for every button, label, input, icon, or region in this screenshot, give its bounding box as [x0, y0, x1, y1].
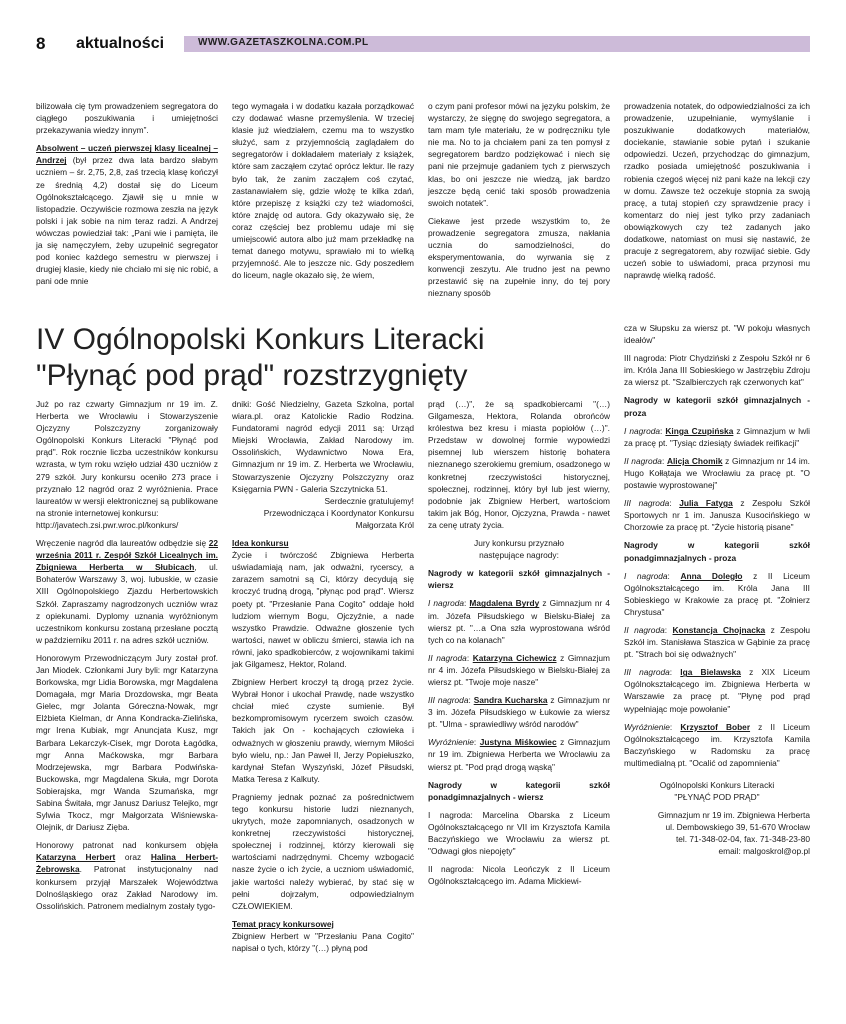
patron-name: Katarzyna Herbert — [36, 852, 116, 863]
laureate-name: Iga Bielawska — [680, 667, 741, 678]
award-label: II nagroda — [624, 624, 665, 635]
laureate-name: Anna Doległo — [680, 570, 743, 581]
category-heading: Nagrody w kategorii szkół gimnazjalnych - proza — [624, 395, 810, 418]
article-title-line-2: "Płynąć pod prąd" rozstrzygnięty — [36, 359, 468, 392]
paragraph: Honorowym Przewodniczącym Jury został prof. Jan Miodek. Członkami Jury byli: mgr Katarzyna Borkowska, mgr Lidia Borowska, mgr Magdalena Domagała, mgr Maria Drozdowska, mgr Beata Gielec, mgr Jolanta Góreczna-Nowak, mgr Elżbieta Kielman, dr Anna Kondracka-Zielińska, mgr Irena Kubiak, mgr Anuncjata Kusz, mgr Barbara Lekarczyk-Cisek, mgr Dorota Łagódka, mgr Anna Maćkowska, mgr Barbara Modrzejewska, mgr Barbara Podwińska-Buckowska, mgr Magdalena Skuła, mgr Dorota Sobierajska, mgr Wanda Szumańska, mgr Sabina Świtała, mgr Janusz Dariusz Telejko, mgr Sylwia Tkocz, mgr Małgorzata Wiśniewska-Olejnik, dr Dariusz Zięba. — [36, 652, 218, 833]
website-url[interactable]: WWW.GAZETASZKOLNA.COM.PL — [198, 37, 369, 48]
page-header — [0, 0, 846, 70]
award-entry: I nagroda: Kinga Czupińska z Gimnazjum w Iwli za pracę pt. "Tysiąc dziesiąty świadek reifikacji" — [624, 425, 810, 448]
paragraph: tego wymagała i w dodatku kazała porządkować czy dodawać własne przemyślenia. W trzeciej klasie już wiedziałem, czemu ma to wszystko służyć, sam z przyjemnością zaglądałem do segregatorów i dokładałem materiały z książek, które sam zacząłem czytać oprócz lektur. Ile razy było tak, że zanim zacząłem coś czytać, zastanawiałem się, gdzie włożę te kilka zdań, które przepiszę z książki czy też wiadomości, które znajdę od autora. Gdy okazywało się, że coraz częściej bez problemu udaje mi się umiejscowić autora albo już mam przekładkę na temat danego motywu, sprawiało mi to wielką przyjemność. Ale to jeszcze nic. Gdy poszedłem do liceum, nagle okazało się, że wiem, — [232, 101, 414, 281]
award-text: z II Liceum Ogólnokształcącego im. Krzysztofa Kamila Baczyńskiego w Radomsku za pracę multimedialną pt. "Ocalić od zapomnienia" — [624, 721, 810, 768]
main-article-column-2 — [232, 398, 414, 960]
award-text: z Gimnazjum nr 4 im. Józefa Piłsudskiego w Bielsku-Białej za wiersz pt. "Twoje moje nasze" — [428, 652, 611, 687]
award-entry: III nagroda: Julia Fatyga z Zespołu Szkół Sportowych nr 1 im. Janusza Kusocińskiego w Chorzowie za pracę pt. "Życie historią pisane" — [624, 498, 810, 533]
paragraph: o czym pani profesor mówi na języku polskim, że wystarczy, że sięgnę do swojego segregatora, a tam mam tyle materiału, że w podręczniku tyle nie ma. No to ja chciałem pani za ten pomysł z segregatorem bardzo podziękować i niech się pani nie przejmuje gadaniem tych z pierwszych klas, bo oni jeszcze nie wiedzą, jak bardzo jeszcze będą cenić taki sposób prowadzenia swoich notatek”. — [428, 101, 610, 208]
top-article-column-4 — [624, 100, 810, 287]
paragraph: Ciekawe jest przede wszystkim to, że prowadzenie segregatora zmusza, nakłania ucznia do samodzielności, do eksperymentowania, do wyrwania się z konwencji zeszytu. Ale trudno jest na pewno przestawić się na zupełnie inny, do tej pory nieznany sposób — [428, 215, 610, 299]
main-article-column-4 — [624, 322, 810, 858]
article-title — [36, 322, 610, 394]
award-entry: I nagroda: Anna Doległo z II Liceum Ogólnokształcącego im. Króla Jana III Sobieskiego w Krakowie za pracę pt. "Żołnierz Chrystusa" — [624, 570, 810, 617]
laureate-name: Kinga Czupińska — [665, 425, 734, 436]
laureate-name: Konstancja Chojnacka — [672, 624, 766, 635]
award-label: Wyróżnienie — [428, 737, 474, 748]
paragraph-text: Wręczenie nagród dla laureatów odbędzie się — [36, 538, 209, 549]
paragraph: prowadzenia notatek, do odpowiedzialności za ich prowadzenie, uzupełnianie, wymyślanie i poszukiwanie dodatkowych materiałów, dociekanie, stawianie sobie pytań i szukanie odpowiedzi. Uczeń, przychodząc do gimnazjum, rzadko posiada umiejętność poszukiwania i robienia czegoś więcej niż pani każe na lekcji czy w domu. Zawsze też oczekuje stopnia za swoją pracę, a tutaj stopień czy sprawdzenie pracy i komentarz do niej jest tylko przy zadaniach obowiązkowych czy też zadanych jako dodatkowe, natomiast on musi się nastawić, że pracuje z segregatorem, aby rozwijać siebie. Gdy uczeń sobie to uświadomi, praca przynosi mu naprawdę wielką radość. — [624, 101, 810, 281]
laureate-name: Krzysztof Bober — [680, 721, 751, 732]
thanks-line: Serdecznie gratulujemy! — [324, 495, 414, 506]
award-entry: III nagroda: Iga Bielawska z XIX Liceum Ogólnokształcącego im. Zbigniewa Herberta w Warszawie za pracę pt. "Płynę pod prąd wypełniając moje powołanie" — [624, 667, 810, 714]
section-heading: Temat pracy konkursowej — [232, 918, 334, 929]
main-article-column-1 — [36, 398, 218, 918]
award-entry: II nagroda: Konstancja Chojnacka z Zespołu Szkół im. Stanisława Staszica w Gąbinie za pracę pt. "Strach boi się odważnych" — [624, 624, 810, 660]
paragraph — [36, 537, 218, 646]
contest-link[interactable]: http://javatech.zsi.pwr.wroc.pl/konkurs/ — [36, 519, 179, 530]
contact-email[interactable]: email: malgoskrol@op.pl — [718, 846, 810, 857]
award-entry: II nagroda: Alicja Chomik z Gimnazjum nr 14 im. Hugo Kołłątaja we Wrocławiu za pracę pt. "O postawie wyprostowanej" — [624, 455, 811, 491]
paragraph: Już po raz czwarty Gimnazjum nr 19 im. Z. Herberta we Wrocławiu i Stowarzyszenie Ojczyzny Polszczyzny zorganizowały Ogólnopolski Konkurs Literacki "Płynąć pod prąd". Rok rocznie liczba uczestników konkursu wzrasta, w tym roku wzięło udział 430 uczniów z 279 szkół. Jury konkursu oceniło 273 prace i przyznało 12 nagród oraz 2 wyróżnienia. Prace laureatów w wersji elektronicznej są publikowane na stronie internetowej konkursu: — [36, 399, 218, 518]
award-entry: II nagroda: Nicola Leończyk z II Liceum Ogólnokształcącego im. Adama Mickiewi- — [428, 864, 610, 887]
award-text: z XIX Liceum Ogólnokształcącego im. Zbigniewa Herberta w Warszawie za pracę pt. "Płynę pod prąd wypełniając moje powołanie" — [624, 667, 810, 714]
top-article-column-3 — [428, 100, 610, 306]
paragraph-text: oraz — [115, 852, 151, 863]
paragraph-text: , ul. Bohaterów Warszawy 3, woj. lubuskie, w czasie XIII Ogólnopolskiego Zjazdu Herbertowskich Szkół. Zapraszamy nagrodzonych uczniów wraz z opiekunami. Dyplomy uznania wyróżnionym uczestnikom konkursu zostaną przesłane pocztą w październiku 2011 r. na adres szkół uczniów. — [36, 562, 218, 645]
patron-name: Halina Herbert-Żebrowska — [36, 852, 218, 875]
paragraph: prąd (…)", że są spadkobiercami "(…) Gilgamesza, Hektora, Rolanda obrońców królestwa bez kresu i miasta popiołów (…)". Przedstaw w dowolnej formie wypowiedzi pisemnej lub wierszem historię bohatera nieznanego szerokiemu gremium, osadzonego w konkretnej rzeczywistości historycznej, społecznej, rodzinnej, który był lub jest wierny, podobnie jak Zbigniew Herbert, wartościom takim jak Bóg, Honor, Ojczyzna, Prawda - nawet za cenę utraty życia. — [428, 399, 610, 530]
paragraph-text: (był przez dwa lata bardzo słabym uczniem – śr. 2,75, 2,8, zaś trzecią klasę kończył ze średnią 4,2) dostał się do Liceum Ogólnokształcącego. Zjawił się u mnie w listopadzie. Oczywiście rozmowa zeszła na język polski i jak sobie na nim teraz radzi. A Andrzej wówczas powiedział tak: „Pani wie i pamięta, ile ja się namęczyłem, żeby uzupełnić segregator pod koniec każdego semestru w pierwszej i drugiej klasie, kiedy nie chciało mi się nic robić, a pani ode mnie — [36, 155, 218, 287]
article-title-line-1: IV Ogólnopolski Konkurs Literacki — [36, 323, 485, 356]
award-label: I nagroda — [624, 425, 660, 436]
contact-org: "PŁYNĄĆ POD PRĄD" — [674, 792, 760, 803]
contact-address: ul. Dembowskiego 39, 51-670 Wrocław — [665, 822, 810, 833]
award-label: Wyróżnienie — [624, 721, 670, 732]
laureate-name: Katarzyna Cichewicz — [472, 652, 557, 663]
award-label: II nagroda — [428, 652, 467, 663]
signature-name: Małgorzata Król — [355, 519, 414, 530]
contact-org: Ogólnopolski Konkurs Literacki — [659, 780, 775, 790]
section-heading: Idea konkursu — [232, 538, 289, 549]
section-name: aktualności — [76, 35, 165, 52]
award-label: III nagroda — [624, 498, 670, 509]
paragraph: dniki: Gość Niedzielny, Gazeta Szkolna, portal wiara.pl. oraz Katolickie Radio Rodzina. Fundatorami nagród edycji 2011 są: Urząd Miejski Wrocławia, Zakład Narodowy im. Ossolińskich, Wydawnictwo Nowa Era, Gimnazjum nr 19 im. Z. Herberta we Wrocławiu, Stowarzyszenie Ojczyzny Polszczyzny oraz Księgarnia PWN - Galeria Szczytnicka 51. — [232, 399, 414, 494]
awards-heading: następujące nagrody: — [479, 550, 559, 561]
paragraph-text: . Patronat instytucjonalny nad konkursem przyjął Marszałek Województwa Dolnośląskiego oraz Zakład Narodowy im. Ossolińskich. Patronem medialnym zostały tygo- — [36, 864, 218, 911]
award-text: z Gimnazjum w Iwli za pracę pt. "Tysiąc dziesiąty świadek reifikacji" — [624, 425, 810, 448]
laureate-name: Justyna Miśkowiec — [479, 737, 557, 748]
laureate-name: Sandra Kucharska — [473, 695, 548, 706]
award-label: I nagroda — [428, 598, 465, 609]
category-heading: Nagrody w kategorii szkół gimnazjalnych - wiersz — [428, 568, 610, 591]
paragraph: Życie i twórczość Zbigniewa Herberta uświadamiają nam, jak odważni, rycerscy, a zarazem samotni są Ci, którzy decydują się kroczyć trudną drogą, "płynąc pod prąd". Wiersz poety pt. "Przesłanie Pana Cogito" oddaje hołd ludziom wiernym Bogu, Ojczyźnie, a nade wszystko Prawdzie. Odważne głoszenie tych wartości, nawet w obliczu śmierci, stawia ich na równi, jako spadkobierców, z wojownikami takimi jak Gilgamesz, Hektor, Roland. — [232, 550, 414, 669]
paragraph — [36, 142, 218, 287]
laureate-name: Julia Fatyga — [679, 498, 733, 509]
award-entry: cza w Słupsku za wiersz pt. "W pokoju własnych ideałów" — [624, 323, 810, 346]
award-text: z Gimnazjum nr 19 im. Zbigniewa Herberta we Wrocławiu za wiersz pt. "Pod prąd drogą wąską" — [428, 737, 611, 772]
award-label: II nagroda — [624, 455, 662, 466]
category-heading: Nagrody w kategorii szkół ponadgimnazjalnych - wiersz — [428, 779, 610, 802]
award-entry: I nagroda: Marcelina Obarska z Liceum Ogólnokształcącego nr VII im Krzysztofa Kamila Baczyńskiego we Wrocławiu za wiersz pt. "Odwagi głos niepojęty" — [428, 809, 610, 857]
paragraph — [36, 839, 218, 912]
award-entry: Wyróżnienie: Justyna Miśkowiec z Gimnazjum nr 19 im. Zbigniewa Herberta we Wrocławiu za wiersz pt. "Pod prąd drogą wąską" — [428, 737, 611, 772]
award-text: z II Liceum Ogólnokształcącego im. Króla Jana III Sobieskiego w Krakowie za pracę pt. "Żołnierz Chrystusa" — [624, 570, 810, 617]
contact-phone: tel. 71-348-02-04, fax. 71-348-23-80 — [675, 834, 810, 845]
paragraph: Zbigniew Herbert kroczył tą drogą przez życie. Wybrał Honor i ukochał Prawdę, nade wszystko chciał mieć czyste sumienie. Był bezkompromisowym rycerzem swoich czasów. Takich jak On - kochających człowieka i odważnych w głoszeniu prawdy, wiernym Miłości było wielu, np.: Jan Paweł II, Jerzy Popiełuszko, kardynał Stefan Wyszyński, Józef Piłsudski, Matka Teresa z Kalkuty. — [232, 677, 414, 784]
award-label: III nagroda — [428, 695, 469, 706]
award-entry: III nagroda: Sandra Kucharska z Gimnazjum nr 3 im. Józefa Piłsudskiego w Łukowie za wiersz pt. "Ulma - sprawiedliwy wśród narodów" — [428, 695, 610, 730]
award-entry: I nagroda: Magdalena Byrdy z Gimnazjum nr 4 im. Józefa Piłsudskiego w Bielsku-Białej za wiersz pt. "…a Ona szła wyprostowana wśród tych co na kolanach" — [428, 598, 611, 645]
paragraph: bilizowała cię tym prowadzeniem segregatora do ciągłego poszukiwania i umiejętności przekazywania wiedzy innym”. — [36, 101, 218, 136]
main-article-column-3 — [428, 398, 610, 893]
laureate-name: Magdalena Byrdy — [469, 598, 540, 609]
category-heading: Nagrody w kategorii szkół ponadgimnazjalnych - proza — [624, 540, 810, 563]
url-bar — [184, 36, 810, 52]
ceremony-details: 22 września 2011 r. Zespół Szkół Licealnych im. Zbigniewa Herberta w Słubicach — [36, 538, 218, 573]
award-text: z Gimnazjum nr 3 im. Józefa Piłsudskiego w Łukowie za wiersz pt. "Ulma - sprawiedliwy wśród narodów" — [428, 695, 610, 730]
signature-role: Przewodnicząca i Koordynator Konkursu — [263, 507, 414, 518]
award-text: z Gimnazjum nr 4 im. Józefa Piłsudskiego w Bielsku-Białej za wiersz pt. "…a Ona szła wyprostowana wśród tych co na kolanach" — [428, 598, 611, 645]
paragraph-lead: Absolwent – uczeń pierwszej klasy licealnej – Andrzej — [36, 143, 218, 166]
award-text: z Zespołu Szkół Sportowych nr 1 im. Janusza Kusocińskiego w Chorzowie za pracę pt. "Życie historią pisane" — [624, 498, 810, 533]
top-article-column-2 — [232, 100, 414, 287]
award-entry: III nagroda: Piotr Chydziński z Zespołu Szkół nr 6 im. Króla Jana III Sobieskiego w Jastrzębiu Zdroju za wiersz pt. "Szalbierczych rąk czerwonych kat" — [624, 353, 810, 388]
award-text: z Gimnazjum nr 14 im. Hugo Kołłątaja we Wrocławiu za pracę pt. "O postawie wyprostowanej" — [624, 455, 811, 491]
top-article-column-1 — [36, 100, 218, 293]
awards-heading: Jury konkursu przyznało — [474, 538, 564, 549]
award-entry: Wyróżnienie: Krzysztof Bober z II Liceum Ogólnokształcącego im. Krzysztofa Kamila Baczyńskiego w Radomsku za pracę multimedialną pt. "Ocalić od zapomnienia" — [624, 721, 810, 768]
laureate-name: Alicja Chomik — [666, 455, 723, 466]
paragraph: Pragniemy jednak poznać za pośrednictwem tego konkursu historie ludzi nieznanych, ukrytych, może zapomnianych, osadzonych w konkretnej rzeczywistości historycznej, społecznej i rodzinnej, którzy kierowali się wartościami nadrzędnymi. Chcemy wzbogacić nasze życie o ich życie, a uczniom uświadomić, jakie wartości należy wybierać, by stać się w pełni dojrzałym, odpowiedzialnym CZŁOWIEKIEM. — [232, 791, 414, 911]
award-label: III nagroda — [624, 667, 670, 678]
paragraph: Zbigniew Herbert w "Przesłaniu Pana Cogito" napisał o tych, którzy "(…) płyną pod — [232, 930, 414, 954]
award-entry: II nagroda: Katarzyna Cichewicz z Gimnazjum nr 4 im. Józefa Piłsudskiego w Bielsku-Białej za wiersz pt. "Twoje moje nasze" — [428, 652, 611, 687]
page-number: 8 — [36, 34, 46, 53]
award-label: I nagroda — [624, 570, 668, 581]
paragraph-text: Honorowy patronat nad konkursem objęła — [36, 840, 218, 851]
award-text: z Zespołu Szkół im. Stanisława Staszica w Gąbinie za pracę pt. "Strach boi się odważnych" — [624, 624, 810, 660]
contact-school: Gimnazjum nr 19 im. Zbigniewa Herberta — [657, 810, 810, 821]
